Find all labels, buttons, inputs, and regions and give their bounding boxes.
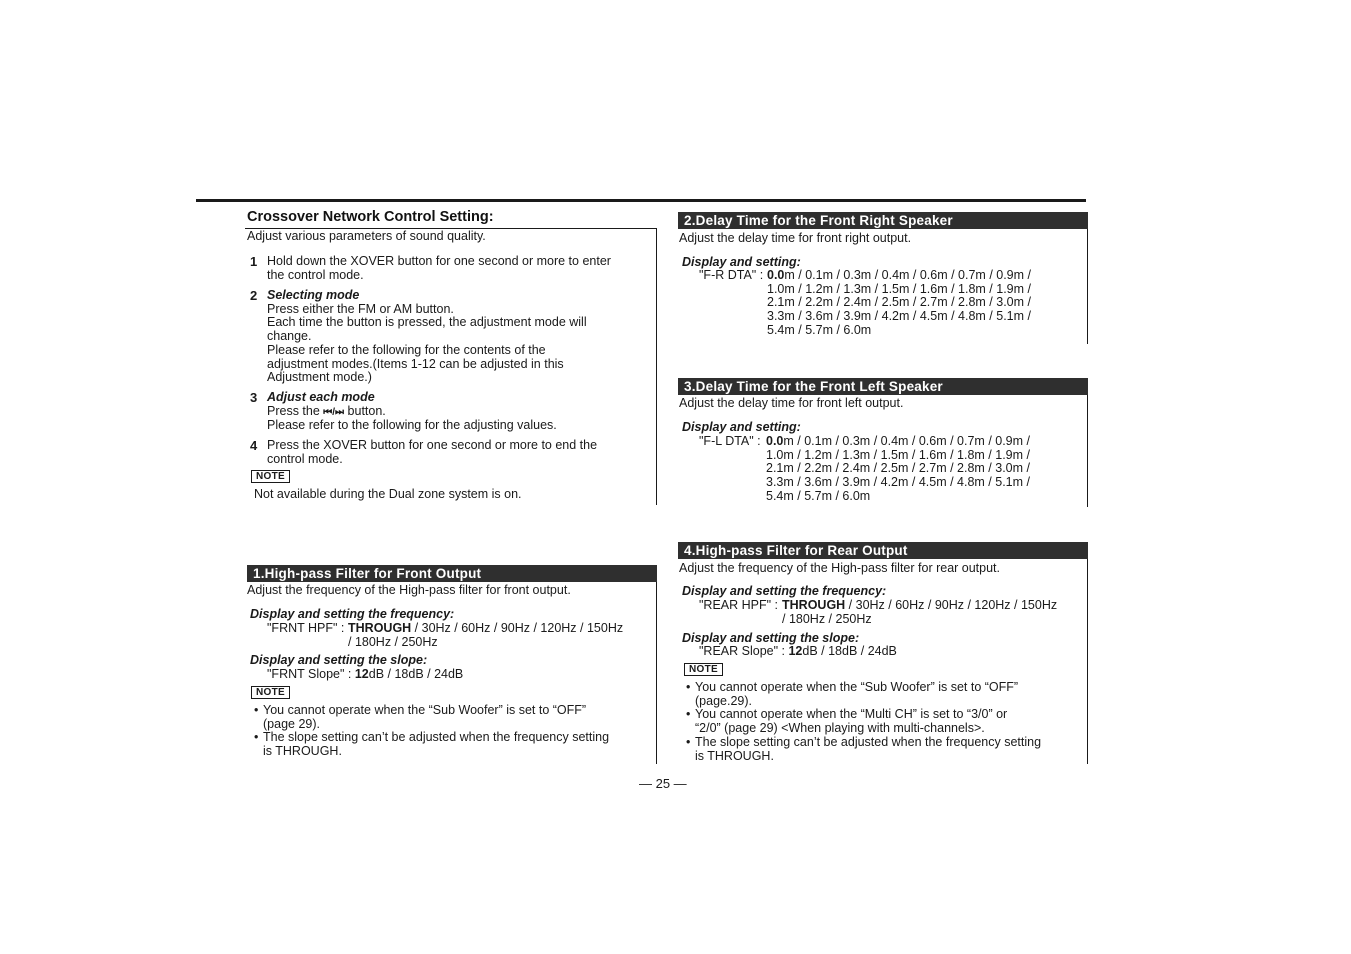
hpf-rear-note-badge: NOTE	[684, 663, 723, 676]
page-number: — 25 —	[639, 776, 687, 791]
step-4-line: control mode.	[267, 451, 343, 466]
delay-fl-title: 3.Delay Time for the Front Left Speaker	[678, 378, 1088, 395]
step-2-number: 2	[250, 288, 258, 303]
delay-fl-line: 3.3m / 3.6m / 3.9m / 4.2m / 4.5m / 4.8m / 5.1m /	[766, 475, 1030, 490]
delay-fl-values	[699, 435, 1030, 504]
hpf-front-freq-label: "FRNT HPF" :	[267, 621, 345, 635]
note-line: You cannot operate when the “Multi CH” is set to “3/0” or	[695, 707, 1008, 722]
hpf-front-title: 1.High-pass Filter for Front Output	[247, 565, 657, 582]
hpf-rear-slope-rest: dB / 18dB / 24dB	[802, 644, 897, 658]
hpf-rear-notes	[686, 680, 1042, 763]
hpf-rear-freq-line: / 30Hz / 60Hz / 90Hz / 120Hz / 150Hz	[845, 598, 1058, 612]
delay-fr-line: 1.0m / 1.2m / 1.3m / 1.5m / 1.6m / 1.8m / 1.9m /	[767, 281, 1031, 296]
delay-fl-line: 2.1m / 2.2m / 2.4m / 2.5m / 2.7m / 2.8m / 3.0m /	[766, 461, 1030, 476]
hpf-rear-freq-default: THROUGH	[782, 598, 846, 612]
note-line: The slope setting can’t be adjusted when the frequency setting	[263, 730, 610, 745]
delay-fr-title: 2.Delay Time for the Front Right Speaker	[678, 212, 1088, 229]
hpf-front-slope-values	[267, 668, 463, 682]
step-4-text	[267, 439, 597, 466]
step-2-heading: Selecting mode	[267, 288, 360, 302]
hpf-rear-note-item: • You cannot operate when the “Multi CH” is set to “3/0” or “2/0” (page 29) <When playing with multi-channels>.	[695, 708, 1041, 735]
step-3-pre: Press the	[267, 403, 324, 418]
right-column-rule-2	[1087, 378, 1088, 507]
hpf-rear-freq-heading: Display and setting the frequency:	[682, 584, 887, 598]
hpf-front-desc: Adjust the frequency of the High-pass filter for front output.	[247, 583, 571, 597]
step-2-line: adjustment modes.(Items 1-12 can be adjusted in this	[267, 356, 564, 371]
left-column-rule-bottom	[656, 566, 657, 764]
delay-fl-default: 0.0	[766, 434, 784, 448]
hpf-front-freq-values	[267, 622, 623, 649]
crossover-title: Crossover Network Control Setting:	[247, 209, 494, 225]
hpf-front-note-badge: NOTE	[251, 686, 290, 699]
step-3-number: 3	[250, 390, 258, 405]
hpf-rear-note-item: • The slope setting can’t be adjusted when the frequency setting is THROUGH.	[686, 734, 1042, 763]
hpf-rear-title: 4.High-pass Filter for Rear Output	[678, 542, 1088, 559]
hpf-rear-slope-heading: Display and setting the slope:	[682, 631, 860, 645]
skip-track-icon: ⏮/⏭	[323, 406, 345, 418]
step-2-line: Press either the FM or AM button.	[267, 301, 454, 316]
right-column-rule-1	[1087, 212, 1088, 344]
hpf-rear-slope-values	[699, 645, 897, 659]
hpf-front-freq-heading: Display and setting the frequency:	[250, 607, 455, 621]
hpf-rear-slope-label: "REAR Slope" :	[699, 644, 789, 658]
delay-fr-heading: Display and setting:	[682, 255, 801, 269]
step-3-post: button.	[344, 403, 386, 418]
delay-fl-line: 5.4m / 5.7m / 6.0m	[766, 488, 871, 503]
step-2-line: change.	[267, 329, 312, 344]
hpf-front-slope-heading: Display and setting the slope:	[250, 653, 428, 667]
note-line: You cannot operate when the “Sub Woofer” is set to “OFF”	[695, 680, 1019, 694]
hpf-front-freq-default: THROUGH	[348, 621, 412, 635]
crossover-intro: Adjust various parameters of sound quality.	[247, 229, 486, 243]
step-2-line: Adjustment mode.)	[267, 370, 372, 385]
step-1-line: the control mode.	[267, 267, 364, 282]
step-2-line: Please refer to the following for the contents of the	[267, 342, 546, 357]
hpf-front-slope-rest: dB / 18dB / 24dB	[368, 667, 464, 681]
step-1-line: Hold down the XOVER button for one second or more to enter	[267, 254, 611, 268]
delay-fl-desc: Adjust the delay time for front left output.	[679, 396, 904, 410]
hpf-front-freq-line: / 30Hz / 60Hz / 90Hz / 120Hz / 150Hz	[411, 621, 624, 635]
note-line: “2/0” (page 29) <When playing with multi-channels>.	[695, 721, 985, 736]
delay-fl-line: 1.0m / 1.2m / 1.3m / 1.5m / 1.6m / 1.8m / 1.9m /	[766, 447, 1030, 462]
step-4-number: 4	[250, 438, 258, 453]
delay-fr-line: m / 0.1m / 0.3m / 0.4m / 0.6m / 0.7m / 0.9m /	[784, 268, 1031, 282]
step-1-text	[267, 255, 611, 282]
hpf-rear-freq-label: "REAR HPF" :	[699, 598, 779, 612]
delay-fr-values	[699, 269, 1031, 338]
hpf-rear-desc: Adjust the frequency of the High-pass filter for rear output.	[679, 561, 1001, 575]
step-3-text	[267, 391, 557, 433]
hpf-front-slope-label: "FRNT Slope" :	[267, 667, 355, 681]
step-3-heading: Adjust each mode	[267, 390, 375, 404]
note-line: The slope setting can’t be adjusted when the frequency setting	[695, 734, 1042, 749]
delay-fr-default: 0.0	[767, 268, 785, 282]
hpf-rear-freq-line: / 180Hz / 250Hz	[782, 611, 872, 626]
step-3-line: Please refer to the following for the adjusting values.	[267, 418, 557, 433]
delay-fr-line: 3.3m / 3.6m / 3.9m / 4.2m / 4.5m / 4.8m / 5.1m /	[767, 309, 1031, 324]
right-column-rule-3	[1087, 542, 1088, 764]
hpf-front-notes	[254, 703, 610, 759]
hpf-rear-note-item: • You cannot operate when the “Sub Woofer” is set to “OFF” (page.29).	[695, 681, 1041, 708]
hpf-rear-slope-default: 12	[788, 644, 803, 658]
note-line: is THROUGH.	[263, 744, 342, 759]
step-2-line: Each time the button is pressed, the adjustment mode will	[267, 315, 587, 330]
hpf-front-slope-default: 12	[354, 667, 369, 681]
delay-fr-desc: Adjust the delay time for front right output.	[679, 231, 912, 245]
left-column-rule-top	[656, 229, 657, 505]
crossover-note-text: Not available during the Dual zone system is on.	[254, 487, 522, 501]
note-line: (page.29).	[695, 693, 752, 708]
crossover-note-badge: NOTE	[251, 470, 290, 483]
hpf-rear-freq-values	[699, 599, 1057, 626]
delay-fr-label: "F-R DTA" :	[699, 268, 764, 282]
hpf-front-freq-line: / 180Hz / 250Hz	[348, 634, 438, 649]
step-3-line	[267, 405, 557, 420]
hpf-front-note-item: • The slope setting can’t be adjusted when the frequency setting is THROUGH.	[254, 730, 610, 759]
step-1-number: 1	[250, 254, 258, 269]
delay-fl-line: m / 0.1m / 0.3m / 0.4m / 0.6m / 0.7m / 0.9m /	[783, 434, 1030, 448]
delay-fl-heading: Display and setting:	[682, 420, 801, 434]
delay-fl-label: "F-L DTA" :	[699, 434, 761, 448]
step-4-line: Press the XOVER button for one second or more to end the	[267, 438, 598, 452]
delay-fr-line: 5.4m / 5.7m / 6.0m	[767, 322, 872, 337]
top-rule	[196, 199, 1086, 202]
note-line: (page 29).	[263, 716, 320, 731]
note-line: You cannot operate when the “Sub Woofer” is set to “OFF”	[263, 703, 587, 717]
note-line: is THROUGH.	[695, 748, 774, 763]
hpf-front-note-item: • You cannot operate when the “Sub Woofer” is set to “OFF” (page 29).	[263, 704, 609, 731]
delay-fr-line: 2.1m / 2.2m / 2.4m / 2.5m / 2.7m / 2.8m / 3.0m /	[767, 295, 1031, 310]
step-2-text	[267, 289, 587, 385]
